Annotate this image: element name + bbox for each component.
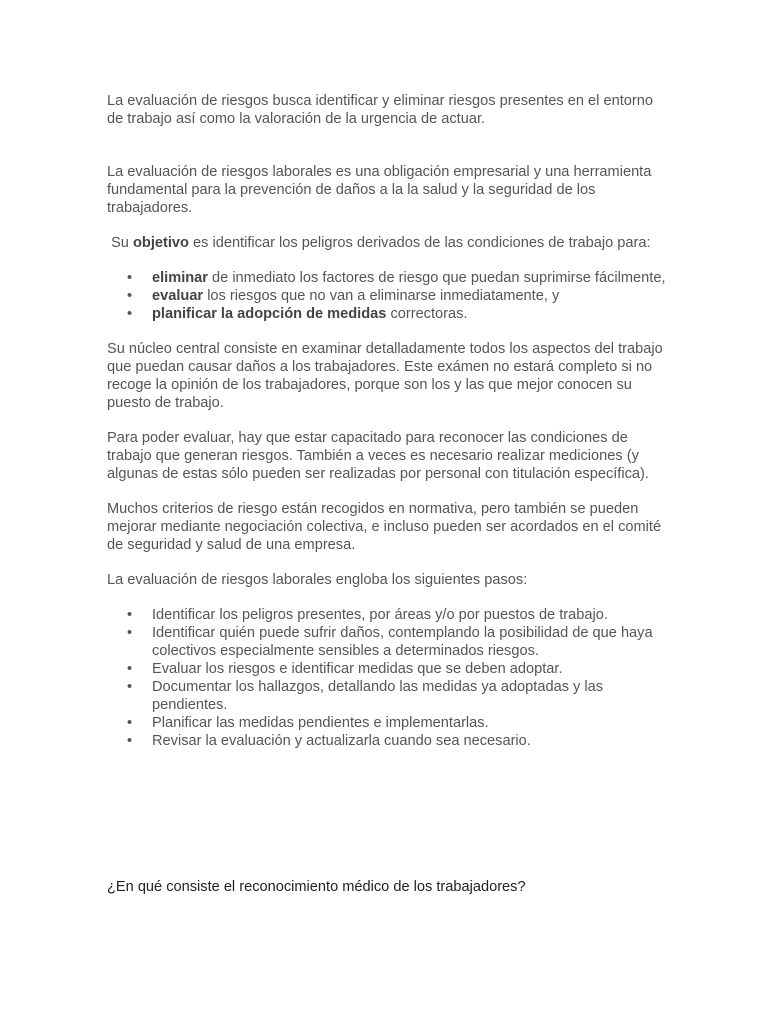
document-body (107, 92, 667, 750)
paragraph-obligation: La evaluación de riesgos laborales es una obligación empresarial y una herramienta fundamental para la prevención de daños a la la salud y la seguridad de los trabajadores. (107, 164, 652, 216)
paragraph-objective (107, 234, 667, 252)
list-item: • Documentar los hallazgos, detallando las medidas ya adoptadas y las pendientes. (107, 678, 667, 714)
list-item (107, 287, 667, 305)
list-item (107, 269, 667, 287)
objective-prefix: Su (111, 235, 129, 251)
list-item-text: correctoras. (390, 306, 468, 322)
paragraph-steps-intro: La evaluación de riesgos laborales engloba los siguientes pasos: (107, 572, 528, 588)
list-item (107, 305, 667, 323)
paragraph-evaluate: Para poder evaluar, hay que estar capacitado para reconocer las condiciones de trabajo que generan riesgos. También a veces es necesario realizar mediciones (y algunas de estas sólo pueden ser realizadas por personal con titulación específica). (107, 430, 649, 482)
list-item: • Planificar las medidas pendientes e implementarlas. (107, 714, 667, 732)
list-item: • Identificar los peligros presentes, por áreas y/o por puestos de trabajo. (107, 606, 667, 624)
list-item-keyword: eliminar (152, 270, 208, 286)
list-item-text: los riesgos que no van a eliminarse inmediatamente, y (207, 288, 560, 304)
paragraph-criteria: Muchos criterios de riesgo están recogidos en normativa, pero también se pueden mejorar mediante negociación colectiva, e incluso pueden ser acordados en el comité de seguridad y salud de una empresa. (107, 501, 662, 553)
list-item-keyword: planificar la adopción de medidas (152, 306, 387, 322)
steps-list (107, 606, 667, 750)
list-item: • Evaluar los riesgos e identificar medidas que se deben adoptar. (107, 660, 667, 678)
list-item: • Revisar la evaluación y actualizarla cuando sea necesario. (107, 732, 667, 750)
objectives-list (107, 269, 667, 323)
objective-keyword: objetivo (132, 235, 189, 251)
list-item-keyword: evaluar (152, 288, 204, 304)
list-item: • Identificar quién puede sufrir daños, contemplando la posibilidad de que haya colectivos especialmente sensibles a determinados riesgos. (107, 624, 667, 660)
paragraph-core: Su núcleo central consiste en examinar detalladamente todos los aspectos del trabajo que puedan causar daños a los trabajadores. Este exámen no estará completo si no recoge la opinión de los trabajadores, porque son los y las que mejor conocen su puesto de trabajo. (107, 341, 663, 411)
paragraph-intro: La evaluación de riesgos busca identificar y eliminar riesgos presentes en el entorno de trabajo así como la valoración de la urgencia de actuar. (107, 93, 653, 127)
objective-rest: es identificar los peligros derivados de las condiciones de trabajo para: (193, 235, 651, 251)
section-question-heading: ¿En qué consiste el reconocimiento médico de los trabajadores? (107, 879, 526, 895)
list-item-text: de inmediato los factores de riesgo que puedan suprimirse fácilmente, (212, 270, 666, 286)
